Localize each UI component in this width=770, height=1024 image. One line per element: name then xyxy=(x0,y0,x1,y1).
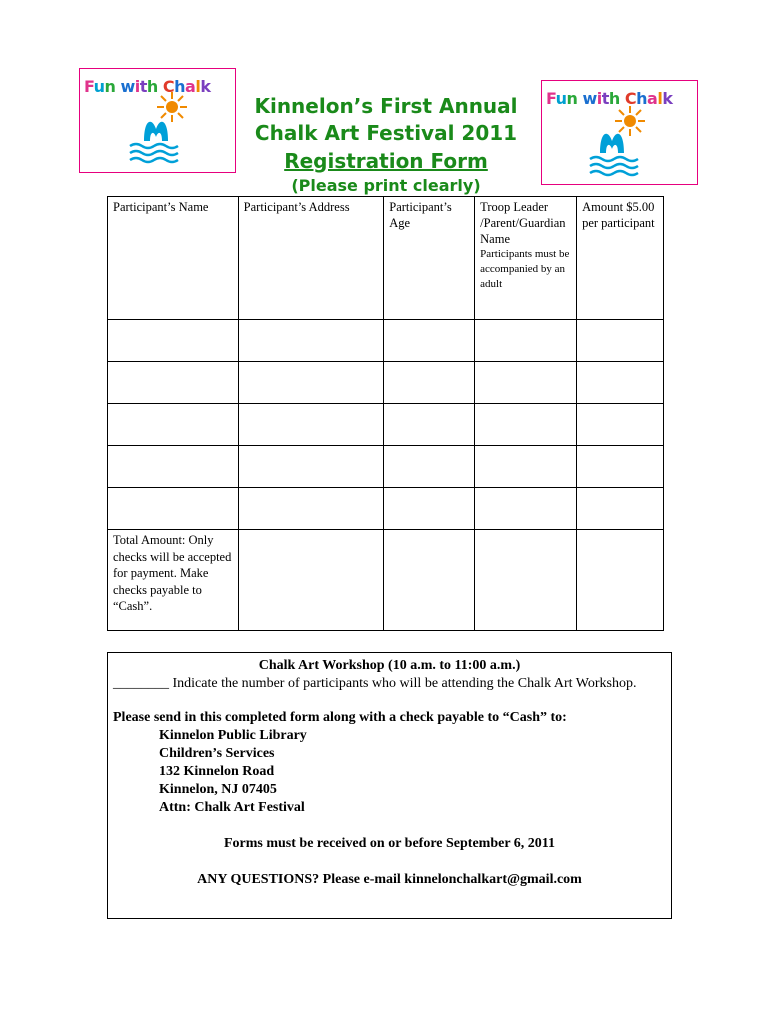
total-row xyxy=(108,530,664,631)
registration-form-heading: Registration Form xyxy=(284,149,488,173)
guardian-cell[interactable] xyxy=(475,446,577,488)
address-line: Attn: Chalk Art Festival xyxy=(159,800,305,815)
age-cell[interactable] xyxy=(384,446,475,488)
table-row xyxy=(108,320,664,362)
name-cell[interactable] xyxy=(108,362,239,404)
col-header-address: Participant’s Address xyxy=(238,197,384,320)
age-cell[interactable] xyxy=(384,404,475,446)
print-clearly-note: (Please print clearly) xyxy=(291,176,481,195)
total-blank-cell xyxy=(238,530,384,631)
name-cell[interactable] xyxy=(108,446,239,488)
guardian-cell[interactable] xyxy=(475,320,577,362)
amount-cell[interactable] xyxy=(577,488,664,530)
amount-cell[interactable] xyxy=(577,446,664,488)
title-line-2: Chalk Art Festival 2011 xyxy=(254,121,518,145)
registration-table xyxy=(107,196,664,631)
table-row xyxy=(108,446,664,488)
name-cell[interactable] xyxy=(108,320,239,362)
address-cell[interactable] xyxy=(238,488,384,530)
guardian-cell[interactable] xyxy=(475,362,577,404)
deadline-notice: Forms must be received on or before September 6, 2011 xyxy=(223,836,556,851)
send-instructions: Please send in this completed form along with a check payable to “Cash” to: xyxy=(113,710,567,725)
table-row xyxy=(108,488,664,530)
workshop-title: Chalk Art Workshop (10 a.m. to 11:00 a.m.) xyxy=(258,658,521,673)
age-cell[interactable] xyxy=(384,362,475,404)
workshop-participants-line[interactable]: ________ Indicate the number of participants who will be attending the Chalk Art Workshop. xyxy=(113,676,637,691)
fun-with-chalk-logo-right xyxy=(541,80,698,185)
age-cell[interactable] xyxy=(384,320,475,362)
total-blank-cell xyxy=(475,530,577,631)
amount-cell[interactable] xyxy=(577,320,664,362)
logo-graphic xyxy=(80,69,235,172)
table-row xyxy=(108,404,664,446)
amount-cell[interactable] xyxy=(577,404,664,446)
address-line: Kinnelon Public Library xyxy=(159,728,307,743)
table-row xyxy=(108,362,664,404)
address-line: 132 Kinnelon Road xyxy=(159,764,275,779)
address-cell[interactable] xyxy=(238,446,384,488)
address-line: Kinnelon, NJ 07405 xyxy=(159,782,277,797)
title-line-1: Kinnelon’s First Annual xyxy=(254,94,518,118)
address-line: Children’s Services xyxy=(159,746,275,761)
guardian-cell[interactable] xyxy=(475,404,577,446)
fun-with-chalk-logo-left xyxy=(79,68,236,173)
col-header-troop xyxy=(475,197,577,320)
troop-header-label: Troop Leader /Parent/Guardian Name xyxy=(480,200,566,246)
table-header-row xyxy=(108,197,664,320)
form-title xyxy=(236,93,536,197)
address-cell[interactable] xyxy=(238,320,384,362)
workshop-info-box xyxy=(107,652,672,919)
logo-text: Fun with Chalk xyxy=(84,77,211,96)
address-cell[interactable] xyxy=(238,362,384,404)
col-header-name: Participant’s Name xyxy=(108,197,239,320)
total-amount-cell[interactable] xyxy=(577,530,664,631)
logo-graphic xyxy=(542,81,697,184)
age-cell[interactable] xyxy=(384,488,475,530)
total-amount-label: Total Amount: Only checks will be accepted for payment. Make checks payable to “Cash”. xyxy=(108,530,239,631)
address-cell[interactable] xyxy=(238,404,384,446)
guardian-cell[interactable] xyxy=(475,488,577,530)
troop-header-note: Participants must be accompanied by an adult xyxy=(480,248,570,290)
total-blank-cell xyxy=(384,530,475,631)
amount-cell[interactable] xyxy=(577,362,664,404)
name-cell[interactable] xyxy=(108,404,239,446)
questions-contact: ANY QUESTIONS? Please e-mail kinnelonchalkart@gmail.com xyxy=(197,872,582,887)
logo-text: Fun with Chalk xyxy=(546,89,673,108)
name-cell[interactable] xyxy=(108,488,239,530)
col-header-amount: Amount $5.00 per participant xyxy=(577,197,664,320)
col-header-age: Participant’s Age xyxy=(384,197,475,320)
